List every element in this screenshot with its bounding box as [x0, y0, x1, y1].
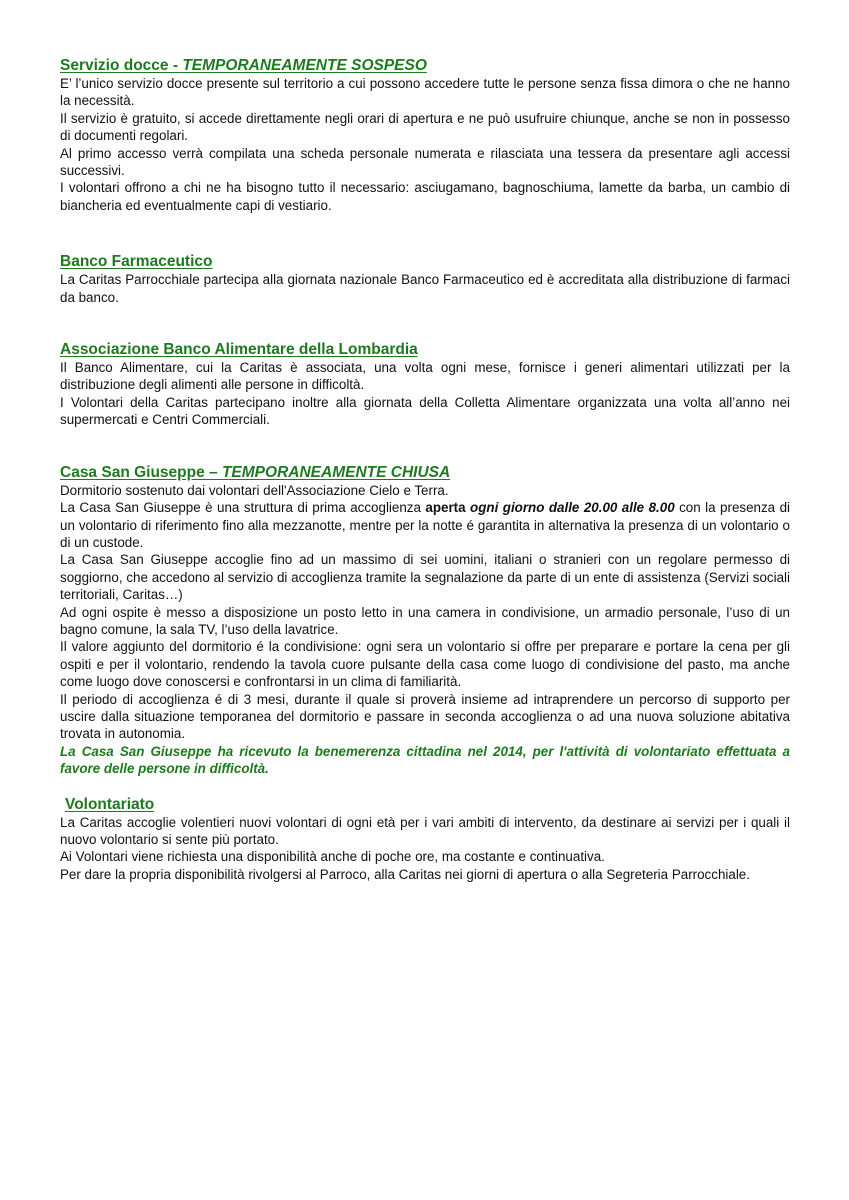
title-text: Servizio docce - — [60, 57, 183, 74]
document-page — [60, 56, 790, 883]
paragraph: Dormitorio sostenuto dai volontari dell'Associazione Cielo e Terra. — [60, 482, 449, 498]
paragraph: La Caritas accoglie volentieri nuovi volontari di ogni età per i vari ambiti di intervento, da destinare ai servizi per i quali il nuovo volontario si sente più portato. — [60, 814, 790, 847]
section-title — [60, 463, 790, 482]
paragraph: La Casa San Giuseppe è una struttura di prima accoglienza aperta ogni giorno dalle 20.00 alle 8.00 con la presenza di un volontario di riferimento fino alla mezzanotte, mentre per la notte é garantita in alternativa la presenza di un volontario o di un custode. — [60, 500, 790, 550]
paragraph: Il valore aggiunto del dormitorio é la condivisione: ogni sera un volontario si offre per preparare e portare la cena per gli ospiti e per il volontario, rendendo la tavola cuore pulsante della casa come luogo di condivisione del pasto, ma anche come luogo dove conoscersi e confrontarsi in un clima di familiarità. — [60, 639, 790, 690]
section-banco-farmaceutico — [60, 252, 790, 306]
section-casa-san-giuseppe — [60, 463, 790, 778]
paragraph: I volontari offrono a chi ne ha bisogno tutto il necessario: asciugamano, bagnoschiuma, lamette da barba, un cambio di biancheria ed eventualmente capi di vestiario. — [60, 180, 790, 213]
opening-hours: ogni giorno dalle 20.00 alle 8.00 — [470, 500, 675, 516]
paragraph: I Volontari della Caritas partecipano inoltre alla giornata della Colletta Alimentare organizzata una volta all’anno nei supermercati e Centri Commerciali. — [60, 394, 790, 428]
paragraph: E’ l’unico servizio docce presente sul territorio a cui possono accedere tutte le persone senza fissa dimora o che ne hanno la necessità. — [60, 76, 790, 109]
section-title: Associazione Banco Alimentare della Lombardia — [60, 341, 418, 359]
paragraph: Il Banco Alimentare, cui la Caritas è associata, una volta ogni mese, fornisce i generi alimentari utilizzati per la distribuzione degli alimenti alle persone in difficoltà. — [60, 360, 790, 393]
paragraph: Ai Volontari viene richiesta una disponibilità anche di poche ore, ma costante e continuativa. — [60, 849, 605, 865]
section-title — [60, 56, 790, 75]
title-status: TEMPORANEAMENTE CHIUSA — [221, 463, 451, 481]
section-volontariato — [60, 795, 790, 884]
paragraph: Il periodo di accoglienza é di 3 mesi, durante il quale si proverà insieme ad intraprendere un percorso di supporto per uscire dalla situazione temporanea del dormitorio e passare in seconda accoglienza o ad una nuova soluzione abitativa trovata in autonomia. — [60, 691, 790, 742]
paragraph: Ad ogni ospite è messo a disposizione un posto letto in una camera in condivisione, un armadio personale, l’uso di un bagno comune, la sala TV, l’uso della lavatrice. — [60, 604, 790, 637]
award-note: La Casa San Giuseppe ha ricevuto la benemerenza cittadina nel 2014, per l'attività di volontariato effettuata a favore delle persone in difficoltà. — [60, 743, 790, 777]
section-title: Banco Farmaceutico — [60, 253, 213, 271]
paragraph: La Caritas Parrocchiale partecipa alla giornata nazionale Banco Farmaceutico ed è accreditata alla distribuzione di farmaci da banco. — [60, 272, 790, 305]
title-text: Casa San Giuseppe – — [60, 463, 222, 481]
paragraph: Per dare la propria disponibilità rivolgersi al Parroco, alla Caritas nei giorni di apertura o alla Segreteria Parrocchiale. — [60, 866, 750, 882]
section-servizio-docce — [60, 56, 790, 214]
paragraph: Il servizio è gratuito, si accede direttamente negli orari di apertura e ne può usufruire chiunque, anche se non in possesso di documenti regolari. — [60, 110, 790, 144]
title-status: TEMPORANEAMENTE SOSPESO — [182, 57, 427, 74]
paragraph: Al primo accesso verrà compilata una scheda personale numerata e rilasciata una tessera da presentare agli accessi successivi. — [60, 145, 790, 179]
section-title: Volontariato — [65, 795, 155, 813]
paragraph: La Casa San Giuseppe accoglie fino ad un massimo di sei uomini, italiani o stranieri con un regolare permesso di soggiorno, che accedono al servizio di accoglienza tramite la segnalazione da parte di un ente di assistenza (Servizi sociali territoriali, Caritas…) — [60, 552, 790, 603]
section-banco-alimentare — [60, 340, 790, 429]
